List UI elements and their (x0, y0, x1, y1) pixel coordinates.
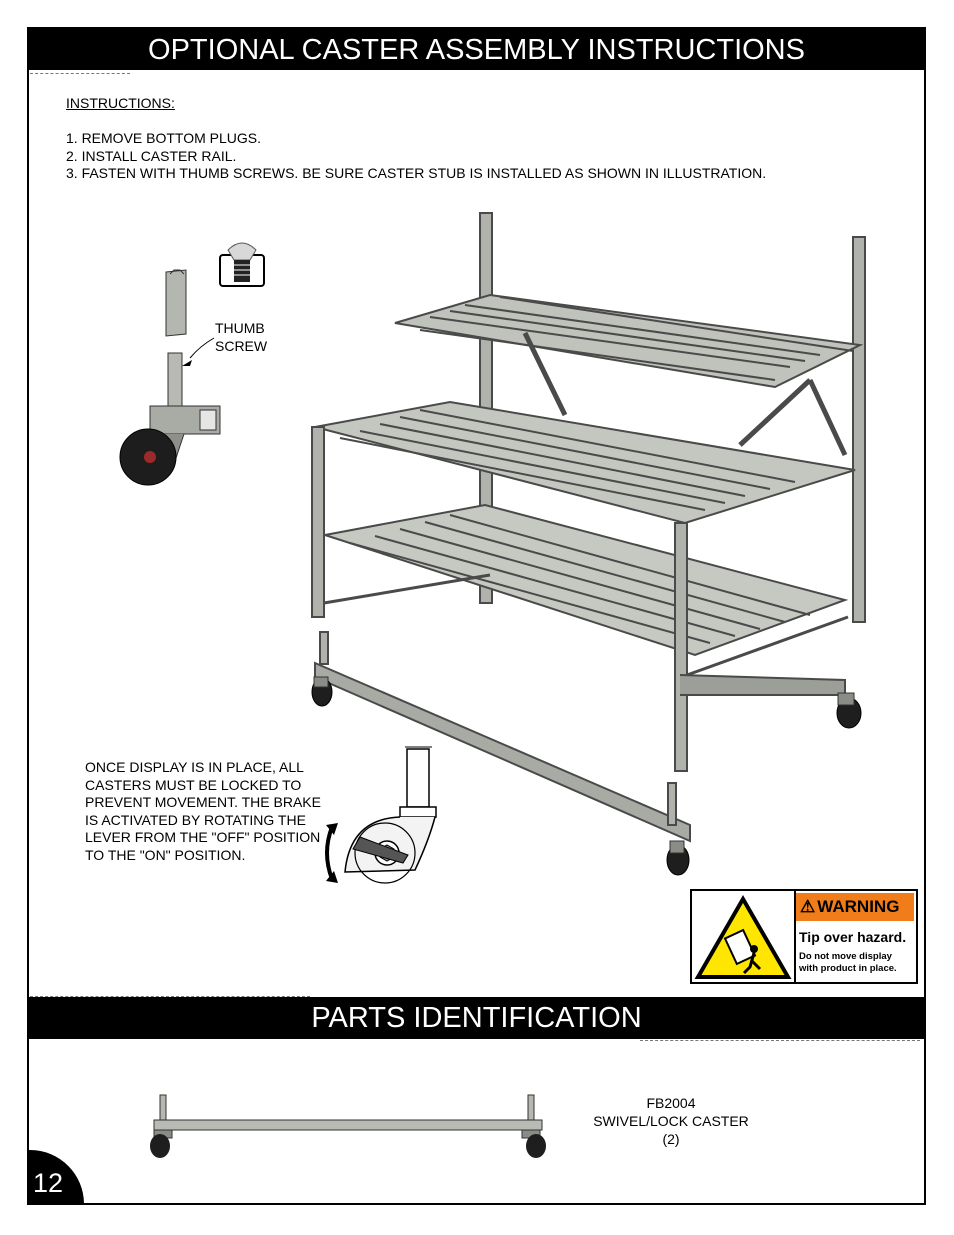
page-title: OPTIONAL CASTER ASSEMBLY INSTRUCTIONS (28, 28, 925, 70)
caster-brake-detail-illustration (320, 745, 450, 890)
warning-label (690, 889, 918, 984)
thumb-screw-detail-illustration (110, 230, 280, 500)
thumb-screw-label (215, 320, 267, 355)
part-name: SWIVEL/LOCK CASTER (593, 1113, 749, 1129)
instructions-list (66, 130, 766, 183)
divider (30, 996, 310, 998)
instruction-step: 1. REMOVE BOTTOM PLUGS. (66, 130, 262, 146)
divider (640, 1040, 920, 1042)
divider (30, 73, 130, 75)
thumb-screw-label-line1: THUMB (215, 320, 265, 336)
part-qty: (2) (662, 1131, 680, 1147)
tip-over-hazard-icon (692, 891, 796, 982)
part-label (575, 1094, 767, 1148)
brake-instruction-note: ONCE DISPLAY IS IN PLACE, ALL CASTERS MUST BE LOCKED TO PREVENT MOVEMENT. THE BRAKE IS ACTIVATED BY ROTATING THE LEVER FROM THE "OFF" POSITION TO THE "ON" POSITION. (85, 759, 321, 863)
thumb-screw-label-line2: SCREW (215, 337, 268, 354)
instruction-step: 2. INSTALL CASTER RAIL. (66, 147, 237, 164)
warning-detail-text: Do not move display with product in place. (799, 951, 897, 974)
warning-hazard-text: Tip over hazard. (799, 929, 907, 945)
warning-triangle-icon: ⚠ (800, 897, 816, 916)
page-number: 12 (33, 1168, 64, 1198)
instruction-step: 3. FASTEN WITH THUMB SCREWS. BE SURE CASTER STUB IS INSTALLED AS SHOWN IN ILLUSTRATION. (66, 165, 767, 181)
part-code: FB2004 (646, 1095, 696, 1111)
parts-section-title: PARTS IDENTIFICATION (28, 997, 925, 1039)
warning-header (796, 893, 914, 921)
warning-header-text: WARNING (817, 897, 900, 916)
caster-rail-part-illustration (140, 1090, 560, 1165)
instructions-heading: INSTRUCTIONS: (66, 95, 175, 111)
